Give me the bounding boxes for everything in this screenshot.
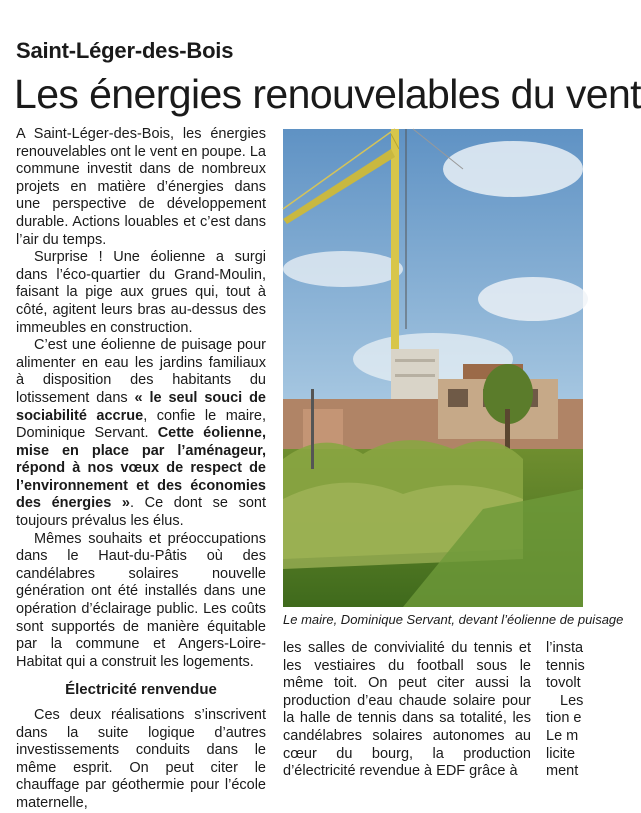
paragraph-haut-du-patis: Mêmes souhaits et préoccupations dans le Haut-du-Pâtis où des candélabres solaires nouvelle génération ont été installés dans une opération d’éclairage public. Les coûts sont supportés de manière équitable par la commune et Angers-Loire-Habitat qui a construit les logements. <box>16 530 266 670</box>
paragraph-eolienne-text-a: C’est une éolienne de puisage pour alimenter en eau les jardins familiaux à disposition des habitants du lotissement dans <box>16 337 266 406</box>
photo-caption: Le maire, Dominique Servant, devant l’éolienne de puisage <box>283 612 624 627</box>
col3-line: tennis <box>546 657 585 674</box>
paragraph-realisations: Ces deux réalisations s’inscrivent dans la suite logique d’autres investissements conduits dans le même esprit. On peut citer le chauffage par géothermie pour l’école maternelle, <box>16 707 266 811</box>
photo-cloud <box>478 277 588 321</box>
quote-bold-d: Cette éolienne, mise en place par l’aménageur, répond à nos vœux de respect de l’environnement et des économies des énergies » <box>16 425 267 512</box>
section-subhead: Électricité renvendue <box>65 681 217 699</box>
quote-bold-a: « le seul souci de sociabilité accrue <box>16 389 266 424</box>
col3-line: Les <box>560 692 584 709</box>
photo-cloud <box>283 251 403 287</box>
article-headline: Les énergies renouvelables du vent <box>14 71 641 117</box>
article-photo <box>283 129 583 607</box>
text-column-1 <box>16 126 266 813</box>
col3-line: licite <box>546 745 576 762</box>
text-column-2 <box>283 640 531 781</box>
paragraph-eolienne-text-c: , confie le maire, Dominique Servant. <box>16 407 266 442</box>
col3-line: l’insta <box>546 640 584 656</box>
col3-line: ment <box>546 763 579 780</box>
article-kicker: Saint-Léger-des-Bois <box>16 38 234 63</box>
col3-line: tion e <box>546 710 582 727</box>
paragraph-col2: les salles de convivialité du tennis et les vestiaires du football sous le même toit. On peut citer aussi la production d’eau chaude solaire pour la halle de tennis dans sa totalité, les candélabres solaires autonomes au cœur du bourg, la production d’électricité revendue à EDF grâce à <box>283 640 531 780</box>
paragraph-surprise: Surprise ! Une éolienne a surgi dans l’éco-quartier du Grand-Moulin, faisant la pige aux grues qui, tout à côté, agitent leurs bras au-dessus des immeubles en construction. <box>16 249 266 336</box>
paragraph-eolienne <box>16 337 266 531</box>
col3-line: Le m <box>546 727 579 744</box>
photo-cloud <box>443 141 583 197</box>
paragraph-intro: A Saint-Léger-des-Bois, les énergies renouvelables ont le vent en poupe. La commune investit dans de nombreux projets en matière d’énergies dans une perspective de développement durable. Actions louables et c’est dans l’air du temps. <box>16 126 266 248</box>
paragraph-eolienne-text-e: . Ce dont se sont toujours prévalus les élus. <box>16 495 267 530</box>
text-column-3 <box>546 640 606 781</box>
photo-pole <box>311 389 314 469</box>
col3-line: tovolt <box>546 675 581 692</box>
